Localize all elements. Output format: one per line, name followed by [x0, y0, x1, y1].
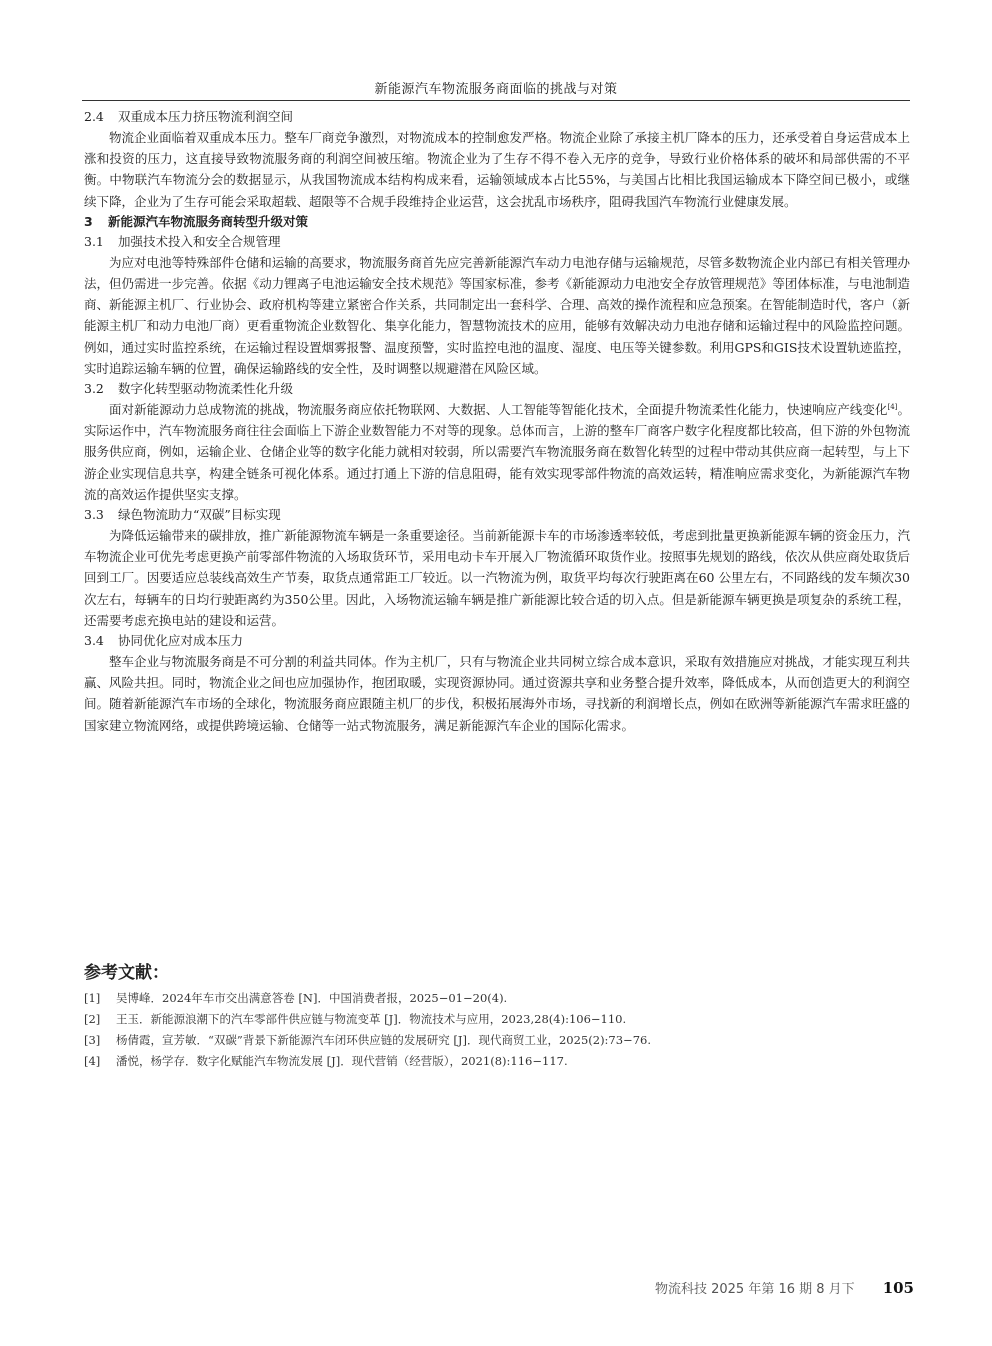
section-3-3-heading — [84, 505, 910, 525]
section-3-4-heading — [84, 631, 910, 651]
header-rule — [82, 100, 910, 101]
reference-item — [84, 988, 910, 1009]
page-footer — [655, 1278, 914, 1297]
citation-marker[interactable]: [4] — [887, 402, 898, 411]
reference-text: 杨倩霞，宣芳敏．“双碳”背景下新能源汽车闭环供应链的发展研究 [J]．现代商贸工业，2025(2):73−76. — [116, 1033, 651, 1047]
reference-item — [84, 1030, 910, 1051]
section-number: 3.1 — [84, 233, 104, 249]
running-title: 新能源汽车物流服务商面临的挑战与对策 — [374, 82, 618, 97]
paragraph-text: 面对新能源动力总成物流的挑战，物流服务商应依托物联网、大数据、人工智能等智能化技术，全面提升物流柔性化能力，快速响应产线变化 — [109, 402, 888, 418]
reference-item — [84, 1051, 910, 1072]
reference-number: [2] — [84, 1012, 101, 1026]
reference-text: 潘悦，杨学存．数字化赋能汽车物流发展 [J]．现代营销（经营版），2021(8):116−117. — [116, 1054, 568, 1068]
section-3-3-paragraph: 为降低运输带来的碳排放，推广新能源物流车辆是一条重要途径。当前新能源卡车的市场渗透率较低，考虑到批量更换新能源车辆的资金压力，汽车物流企业可优先考虑更换产前零部件物流的入场取货环节，采用电动卡车开展入厂物流循环取货作业。按照事先规划的路线，依次从供应商处取货后回到工厂。因要适应总装线高效生产节奏，取货点通常距工厂较近。以一汽物流为例，取货平均每次行驶距离在60 公里左右，不同路线的发车频次30次左右，每辆车的日均行驶距离约为350公里。因此，入场物流运输车辆是推广新能源比较合适的切入点。但是新能源车辆更换是项复杂的系统工程，还需要考虑充换电站的建设和运营。 — [84, 528, 910, 628]
section-title: 数字化转型驱动物流柔性化升级 — [118, 381, 294, 397]
section-2-4-paragraph: 物流企业面临着双重成本压力。整车厂商竞争激烈，对物流成本的控制愈发严格。物流企业除了承接主机厂降本的压力，还承受着自身运营成本上涨和投资的压力，这直接导致物流服务商的利润空间被压缩。物流企业为了生存不得不卷入无序的竞争，导致行业价格体系的破坏和局部供需的不平衡。中物联汽车物流分会的数据显示，从我国物流成本结构构成来看，运输领域成本占比55%，与美国占比相比我国运输成本下降空间已极小，或继续下降，企业为了生存可能会采取超载、超限等不合规手段维持企业运营，这会扰乱市场秩序，阻碍我国汽车物流行业健康发展。 — [84, 130, 910, 209]
reference-number: [1] — [84, 991, 101, 1005]
section-title: 绿色物流助力“双碳”目标实现 — [118, 507, 281, 523]
section-number: 3.4 — [84, 633, 104, 649]
section-3-heading — [84, 212, 910, 232]
paragraph-text: 。实际运作中，汽车物流服务商往往会面临上下游企业数智能力不对等的现象。总体而言，上游的整车厂商客户数字化程度都比较高，但下游的外包物流服务供应商，例如，运输企业、仓储企业等的数字化能力就相对较弱，所以需要汽车物流服务商在数智化转型的过程中带动其供应商一起转型，与上下游企业实现信息共享，构建全链条可视化体系。通过打通上下游的信息阻碍，能有效实现零部件物流的高效运转，精准响应需求变化，为新能源汽车物流的高效运作提供坚实支撑。 — [84, 402, 910, 502]
section-number: 2.4 — [84, 109, 104, 124]
journal-issue: 物流科技 2025 年第 16 期 8 月下 — [654, 1282, 855, 1297]
reference-item — [84, 1009, 910, 1030]
page-number: 105 — [882, 1279, 914, 1297]
reference-text: 王玉．新能源浪潮下的汽车零部件供应链与物流变革 [J]．物流技术与应用，2023,28(4):106−110. — [116, 1012, 627, 1026]
section-3-2-heading — [84, 379, 910, 399]
section-number: 3.2 — [84, 381, 104, 397]
reference-number: [3] — [84, 1033, 101, 1047]
reference-list — [84, 988, 910, 1072]
reference-number: [4] — [84, 1054, 101, 1068]
section-3-4-paragraph: 整车企业与物流服务商是不可分割的利益共同体。作为主机厂，只有与物流企业共同树立综合成本意识，采取有效措施应对挑战，才能实现互利共赢、风险共担。同时，物流企业之间也应加强协作，抱团取暖，实现资源协同。通过资源共享和业务整合提升效率，降低成本，从而创造更大的利润空间。随着新能源汽车市场的全球化，物流服务商应跟随主机厂的步伐，积极拓展海外市场，寻找新的利润增长点，例如在欧洲等新能源汽车需求旺盛的国家建立物流网络，或提供跨境运输、仓储等一站式物流服务，满足新能源汽车企业的国际化需求。 — [84, 654, 910, 733]
section-title: 新能源汽车物流服务商转型升级对策 — [108, 213, 309, 229]
section-3-1-heading — [84, 232, 910, 252]
section-3-2-paragraph — [84, 399, 910, 505]
section-title: 协同优化应对成本压力 — [118, 633, 244, 649]
references-heading: 参考文献： — [84, 963, 169, 983]
article-body — [84, 107, 910, 736]
section-title: 双重成本压力挤压物流利润空间 — [118, 109, 294, 124]
section-3-1-paragraph: 为应对电池等特殊部件仓储和运输的高要求，物流服务商首先应完善新能源汽车动力电池存储与运输规范，尽管多数物流企业内部已有相关管理办法，但仍需进一步完善。依据《动力锂离子电池运输安全技术规范》等国家标准，参考《新能源动力电池安全存放管理规范》等团体标准，与电池制造商、新能源主机厂、行业协会、政府机构等建立紧密合作关系，共同制定出一套科学、合理、高效的操作流程和应急预案。在智能制造时代，客户（新能源主机厂和动力电池厂商）更看重物流企业数智化、集享化能力，智慧物流技术的应用，能够有效解决动力电池存储和运输过程中的风险监控问题。例如，通过实时监控系统，在运输过程设置烟雾报警、温度预警，实时监控电池的温度、湿度、电压等关键参数。利用GPS和GIS技术设置轨迹监控，实时追踪运输车辆的位置，确保运输路线的安全性，及时调整以规避潜在风险区域。 — [84, 254, 910, 376]
reference-text: 吴博峰．2024年车市交出满意答卷 [N]．中国消费者报，2025−01−20(4). — [116, 991, 508, 1005]
section-number: 3.3 — [84, 507, 104, 523]
section-2-4-heading — [84, 107, 910, 127]
section-number: 3 — [84, 213, 93, 229]
section-title: 加强技术投入和安全合规管理 — [118, 233, 281, 249]
